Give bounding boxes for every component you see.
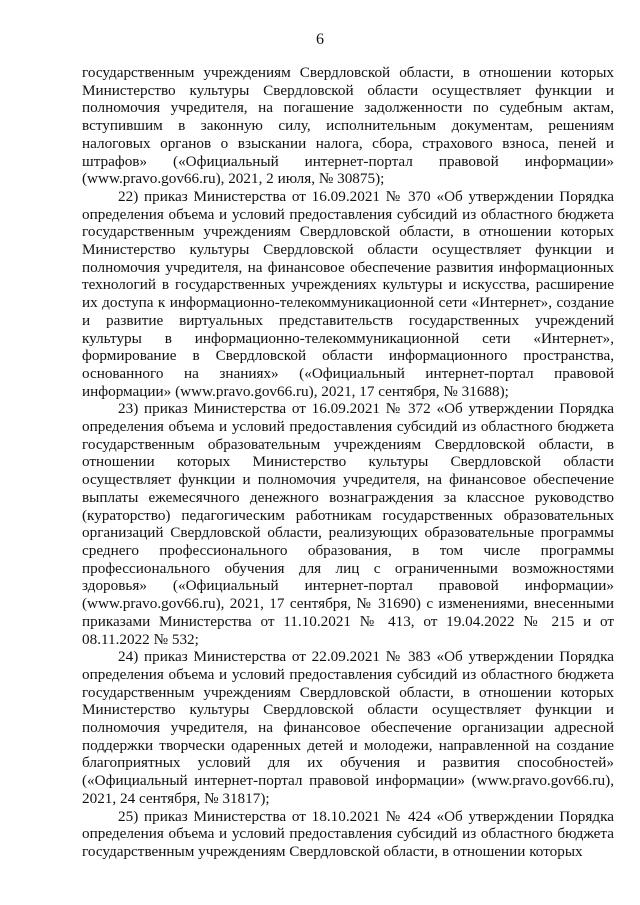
paragraph-item-23: 23) приказ Министерства от 16.09.2021 № 372 «Об утверждении Порядка определения объема и условий предоставления субсидий из областного бюджета государственным образовательным учреждениям Свердловской области, в отношении которых Министерство культуры Свердловской области осуществляет функции и полномочия учредителя, на финансовое обеспечение выплаты ежемесячного денежного вознаграждения за классное руководство (кураторство) педагогическим работникам государственных образовательных организаций Свердловской области, реализующих образовательные программы среднего профессионального образования, в том числе программы профессионального обучения для лиц с ограниченными возможностями здоровья» («Официальный интернет-портал правовой информации» (www.pravo.gov66.ru), 2021, 17 сентября, № 31690) с изменениями, внесенными приказами Министерства от 11.10.2021 № 413, от 19.04.2022 № 215 и от 08.11.2022 № 532; xyxy=(82,400,614,648)
paragraph-item-24: 24) приказ Министерства от 22.09.2021 № 383 «Об утверждении Порядка определения объема и условий предоставления субсидий из областного бюджета государственным учреждениям Свердловской области, в отношении которых Министерство культуры Свердловской области осуществляет функции и полномочия учредителя, на финансовое обеспечение организации адресной поддержки творчески одаренных детей и молодежи, направленной на создание благоприятных условий для их обучения и развития способностей» («Официальный интернет-портал правовой информации» (www.pravo.gov66.ru), 2021, 24 сентября, № 31817); xyxy=(82,648,614,807)
paragraph-item-22: 22) приказ Министерства от 16.09.2021 № 370 «Об утверждении Порядка определения объема и условий предоставления субсидий из областного бюджета государственным учреждениям Свердловской области, в отношении которых Министерство культуры Свердловской области осуществляет функции и полномочия учредителя, на финансовое обеспечение развития информационных технологий в государственных учреждениях культуры и искусства, расширение их доступа к информационно-телекоммуникационной сети «Интернет», создание и развитие виртуальных представительств государственных учреждений культуры в информационно-телекоммуникационной сети «Интернет», формирование в Свердловской области информационного пространства, основанного на знаниях» («Официальный интернет-портал правовой информации» (www.pravo.gov66.ru), 2021, 17 сентября, № 31688); xyxy=(82,187,614,400)
document-body xyxy=(82,64,614,861)
paragraph-item-25: 25) приказ Министерства от 18.10.2021 № 424 «Об утверждении Порядка определения объема и условий предоставления субсидий из областного бюджета государственным учреждениям Свердловской области, в отношении которых xyxy=(82,807,614,860)
paragraph-continuation: государственным учреждениям Свердловской области, в отношении которых Министерство культуры Свердловской области осуществляет функции и полномочия учредителя, на погашение задолженности по судебным актам, вступившим в законную силу, исполнительным документам, решениям налоговых органов о взыскании налога, сбора, страхового взноса, пеней и штрафов» («Официальный интернет-портал правовой информации» (www.pravo.gov66.ru), 2021, 2 июля, № 30875); xyxy=(82,64,614,188)
page-number: 6 xyxy=(316,31,324,48)
